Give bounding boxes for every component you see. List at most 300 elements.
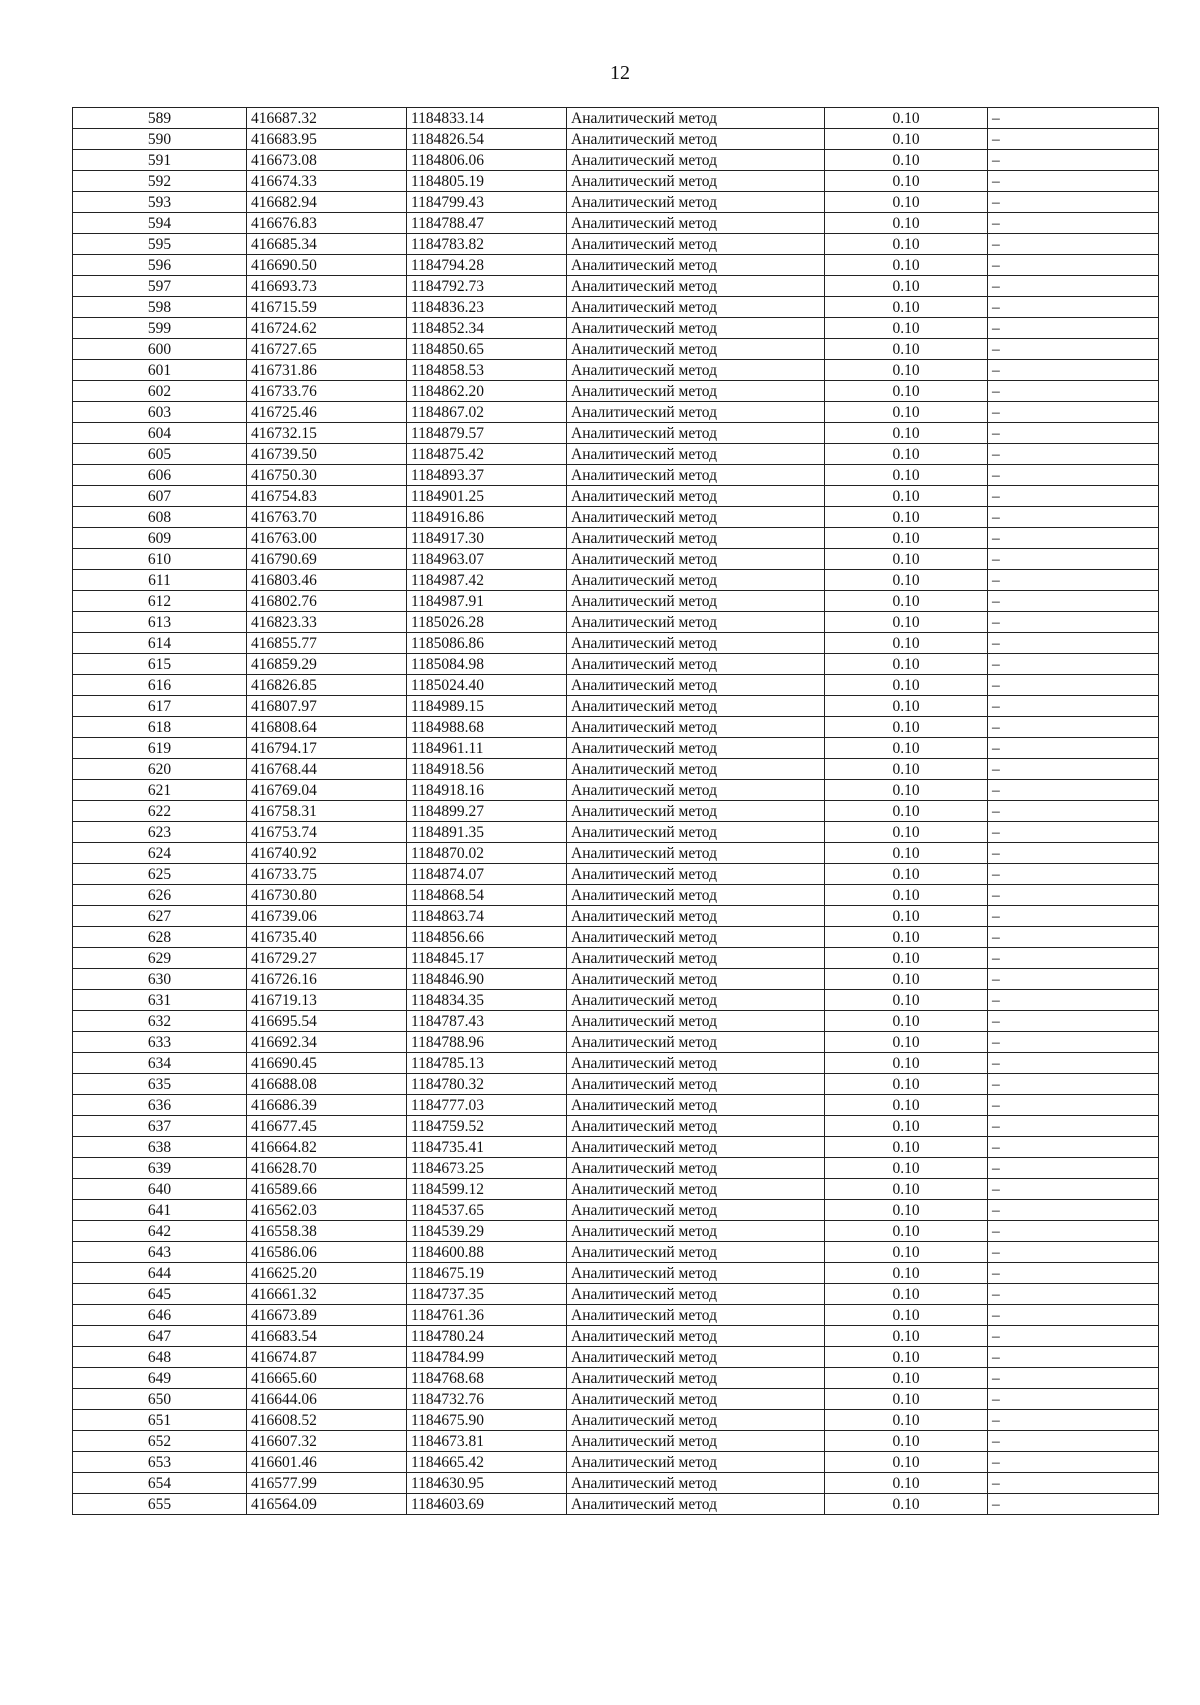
accuracy-cell: 0.10 bbox=[825, 612, 988, 633]
accuracy-cell: 0.10 bbox=[825, 1221, 988, 1242]
table-row bbox=[73, 318, 1159, 339]
point-number-cell: 614 bbox=[73, 633, 247, 654]
note-cell: – bbox=[988, 927, 1159, 948]
note-cell: – bbox=[988, 1389, 1159, 1410]
x-coordinate-cell: 416794.17 bbox=[247, 738, 407, 759]
method-cell: Аналитический метод bbox=[567, 1389, 825, 1410]
x-coordinate-cell: 416733.76 bbox=[247, 381, 407, 402]
note-cell: – bbox=[988, 1158, 1159, 1179]
point-number-cell: 638 bbox=[73, 1137, 247, 1158]
method-cell: Аналитический метод bbox=[567, 612, 825, 633]
point-number-cell: 620 bbox=[73, 759, 247, 780]
accuracy-cell: 0.10 bbox=[825, 213, 988, 234]
accuracy-cell: 0.10 bbox=[825, 1431, 988, 1452]
accuracy-cell: 0.10 bbox=[825, 402, 988, 423]
method-cell: Аналитический метод bbox=[567, 1074, 825, 1095]
method-cell: Аналитический метод bbox=[567, 1410, 825, 1431]
note-cell: – bbox=[988, 234, 1159, 255]
method-cell: Аналитический метод bbox=[567, 822, 825, 843]
x-coordinate-cell: 416608.52 bbox=[247, 1410, 407, 1431]
x-coordinate-cell: 416695.54 bbox=[247, 1011, 407, 1032]
x-coordinate-cell: 416683.95 bbox=[247, 129, 407, 150]
note-cell: – bbox=[988, 885, 1159, 906]
accuracy-cell: 0.10 bbox=[825, 1053, 988, 1074]
point-number-cell: 591 bbox=[73, 150, 247, 171]
accuracy-cell: 0.10 bbox=[825, 675, 988, 696]
x-coordinate-cell: 416826.85 bbox=[247, 675, 407, 696]
note-cell: – bbox=[988, 465, 1159, 486]
point-number-cell: 648 bbox=[73, 1347, 247, 1368]
x-coordinate-cell: 416687.32 bbox=[247, 108, 407, 129]
note-cell: – bbox=[988, 171, 1159, 192]
y-coordinate-cell: 1184870.02 bbox=[407, 843, 567, 864]
note-cell: – bbox=[988, 1137, 1159, 1158]
note-cell: – bbox=[988, 108, 1159, 129]
y-coordinate-cell: 1184901.25 bbox=[407, 486, 567, 507]
accuracy-cell: 0.10 bbox=[825, 486, 988, 507]
table-row bbox=[73, 1494, 1159, 1515]
accuracy-cell: 0.10 bbox=[825, 591, 988, 612]
table-row bbox=[73, 486, 1159, 507]
table-row bbox=[73, 612, 1159, 633]
x-coordinate-cell: 416558.38 bbox=[247, 1221, 407, 1242]
y-coordinate-cell: 1185084.98 bbox=[407, 654, 567, 675]
table-row bbox=[73, 339, 1159, 360]
accuracy-cell: 0.10 bbox=[825, 1263, 988, 1284]
accuracy-cell: 0.10 bbox=[825, 1347, 988, 1368]
x-coordinate-cell: 416733.75 bbox=[247, 864, 407, 885]
table-row bbox=[73, 297, 1159, 318]
x-coordinate-cell: 416740.92 bbox=[247, 843, 407, 864]
accuracy-cell: 0.10 bbox=[825, 276, 988, 297]
y-coordinate-cell: 1184863.74 bbox=[407, 906, 567, 927]
point-number-cell: 592 bbox=[73, 171, 247, 192]
x-coordinate-cell: 416690.50 bbox=[247, 255, 407, 276]
method-cell: Аналитический метод bbox=[567, 738, 825, 759]
y-coordinate-cell: 1184675.19 bbox=[407, 1263, 567, 1284]
method-cell: Аналитический метод bbox=[567, 885, 825, 906]
y-coordinate-cell: 1184875.42 bbox=[407, 444, 567, 465]
x-coordinate-cell: 416730.80 bbox=[247, 885, 407, 906]
y-coordinate-cell: 1184665.42 bbox=[407, 1452, 567, 1473]
note-cell: – bbox=[988, 1116, 1159, 1137]
table-row bbox=[73, 1074, 1159, 1095]
y-coordinate-cell: 1184868.54 bbox=[407, 885, 567, 906]
point-number-cell: 595 bbox=[73, 234, 247, 255]
note-cell: – bbox=[988, 1326, 1159, 1347]
accuracy-cell: 0.10 bbox=[825, 360, 988, 381]
table-row bbox=[73, 591, 1159, 612]
point-number-cell: 599 bbox=[73, 318, 247, 339]
x-coordinate-cell: 416729.27 bbox=[247, 948, 407, 969]
point-number-cell: 593 bbox=[73, 192, 247, 213]
note-cell: – bbox=[988, 591, 1159, 612]
note-cell: – bbox=[988, 780, 1159, 801]
note-cell: – bbox=[988, 255, 1159, 276]
x-coordinate-cell: 416753.74 bbox=[247, 822, 407, 843]
y-coordinate-cell: 1184785.13 bbox=[407, 1053, 567, 1074]
method-cell: Аналитический метод bbox=[567, 1221, 825, 1242]
method-cell: Аналитический метод bbox=[567, 1179, 825, 1200]
accuracy-cell: 0.10 bbox=[825, 507, 988, 528]
accuracy-cell: 0.10 bbox=[825, 192, 988, 213]
method-cell: Аналитический метод bbox=[567, 486, 825, 507]
y-coordinate-cell: 1184777.03 bbox=[407, 1095, 567, 1116]
accuracy-cell: 0.10 bbox=[825, 150, 988, 171]
x-coordinate-cell: 416802.76 bbox=[247, 591, 407, 612]
accuracy-cell: 0.10 bbox=[825, 1032, 988, 1053]
y-coordinate-cell: 1184780.24 bbox=[407, 1326, 567, 1347]
method-cell: Аналитический метод bbox=[567, 1431, 825, 1452]
method-cell: Аналитический метод bbox=[567, 1158, 825, 1179]
table-row bbox=[73, 108, 1159, 129]
table-row bbox=[73, 129, 1159, 150]
table-row bbox=[73, 864, 1159, 885]
table-row bbox=[73, 255, 1159, 276]
note-cell: – bbox=[988, 738, 1159, 759]
point-number-cell: 655 bbox=[73, 1494, 247, 1515]
method-cell: Аналитический метод bbox=[567, 801, 825, 822]
y-coordinate-cell: 1184834.35 bbox=[407, 990, 567, 1011]
point-number-cell: 606 bbox=[73, 465, 247, 486]
accuracy-cell: 0.10 bbox=[825, 738, 988, 759]
note-cell: – bbox=[988, 1410, 1159, 1431]
note-cell: – bbox=[988, 1368, 1159, 1389]
point-number-cell: 610 bbox=[73, 549, 247, 570]
x-coordinate-cell: 416763.70 bbox=[247, 507, 407, 528]
accuracy-cell: 0.10 bbox=[825, 1368, 988, 1389]
accuracy-cell: 0.10 bbox=[825, 171, 988, 192]
method-cell: Аналитический метод bbox=[567, 990, 825, 1011]
y-coordinate-cell: 1184856.66 bbox=[407, 927, 567, 948]
x-coordinate-cell: 416727.65 bbox=[247, 339, 407, 360]
y-coordinate-cell: 1184874.07 bbox=[407, 864, 567, 885]
x-coordinate-cell: 416769.04 bbox=[247, 780, 407, 801]
x-coordinate-cell: 416674.87 bbox=[247, 1347, 407, 1368]
x-coordinate-cell: 416807.97 bbox=[247, 696, 407, 717]
point-number-cell: 654 bbox=[73, 1473, 247, 1494]
y-coordinate-cell: 1184833.14 bbox=[407, 108, 567, 129]
table-row bbox=[73, 654, 1159, 675]
y-coordinate-cell: 1184862.20 bbox=[407, 381, 567, 402]
x-coordinate-cell: 416739.06 bbox=[247, 906, 407, 927]
point-number-cell: 589 bbox=[73, 108, 247, 129]
x-coordinate-cell: 416725.46 bbox=[247, 402, 407, 423]
point-number-cell: 624 bbox=[73, 843, 247, 864]
accuracy-cell: 0.10 bbox=[825, 549, 988, 570]
table-row bbox=[73, 234, 1159, 255]
x-coordinate-cell: 416589.66 bbox=[247, 1179, 407, 1200]
method-cell: Аналитический метод bbox=[567, 1368, 825, 1389]
point-number-cell: 639 bbox=[73, 1158, 247, 1179]
point-number-cell: 630 bbox=[73, 969, 247, 990]
y-coordinate-cell: 1184759.52 bbox=[407, 1116, 567, 1137]
method-cell: Аналитический метод bbox=[567, 1095, 825, 1116]
accuracy-cell: 0.10 bbox=[825, 822, 988, 843]
y-coordinate-cell: 1184850.65 bbox=[407, 339, 567, 360]
table-row bbox=[73, 1053, 1159, 1074]
point-number-cell: 596 bbox=[73, 255, 247, 276]
method-cell: Аналитический метод bbox=[567, 696, 825, 717]
note-cell: – bbox=[988, 1053, 1159, 1074]
accuracy-cell: 0.10 bbox=[825, 990, 988, 1011]
point-number-cell: 651 bbox=[73, 1410, 247, 1431]
y-coordinate-cell: 1184761.36 bbox=[407, 1305, 567, 1326]
method-cell: Аналитический метод bbox=[567, 570, 825, 591]
table-row bbox=[73, 633, 1159, 654]
method-cell: Аналитический метод bbox=[567, 423, 825, 444]
method-cell: Аналитический метод bbox=[567, 1305, 825, 1326]
y-coordinate-cell: 1184784.99 bbox=[407, 1347, 567, 1368]
note-cell: – bbox=[988, 1011, 1159, 1032]
table-row bbox=[73, 444, 1159, 465]
point-number-cell: 645 bbox=[73, 1284, 247, 1305]
table-row bbox=[73, 171, 1159, 192]
x-coordinate-cell: 416693.73 bbox=[247, 276, 407, 297]
accuracy-cell: 0.10 bbox=[825, 696, 988, 717]
x-coordinate-cell: 416673.89 bbox=[247, 1305, 407, 1326]
note-cell: – bbox=[988, 1452, 1159, 1473]
y-coordinate-cell: 1184879.57 bbox=[407, 423, 567, 444]
point-number-cell: 617 bbox=[73, 696, 247, 717]
point-number-cell: 608 bbox=[73, 507, 247, 528]
y-coordinate-cell: 1184891.35 bbox=[407, 822, 567, 843]
point-number-cell: 605 bbox=[73, 444, 247, 465]
y-coordinate-cell: 1184783.82 bbox=[407, 234, 567, 255]
method-cell: Аналитический метод bbox=[567, 759, 825, 780]
point-number-cell: 631 bbox=[73, 990, 247, 1011]
note-cell: – bbox=[988, 822, 1159, 843]
x-coordinate-cell: 416859.29 bbox=[247, 654, 407, 675]
method-cell: Аналитический метод bbox=[567, 1326, 825, 1347]
note-cell: – bbox=[988, 696, 1159, 717]
table-row bbox=[73, 885, 1159, 906]
point-number-cell: 612 bbox=[73, 591, 247, 612]
y-coordinate-cell: 1184787.43 bbox=[407, 1011, 567, 1032]
table-row bbox=[73, 528, 1159, 549]
accuracy-cell: 0.10 bbox=[825, 1326, 988, 1347]
x-coordinate-cell: 416750.30 bbox=[247, 465, 407, 486]
table-row bbox=[73, 1473, 1159, 1494]
table-row bbox=[73, 1221, 1159, 1242]
accuracy-cell: 0.10 bbox=[825, 423, 988, 444]
point-number-cell: 609 bbox=[73, 528, 247, 549]
point-number-cell: 642 bbox=[73, 1221, 247, 1242]
table-row bbox=[73, 1263, 1159, 1284]
table-row bbox=[73, 1389, 1159, 1410]
x-coordinate-cell: 416564.09 bbox=[247, 1494, 407, 1515]
accuracy-cell: 0.10 bbox=[825, 297, 988, 318]
note-cell: – bbox=[988, 276, 1159, 297]
x-coordinate-cell: 416685.34 bbox=[247, 234, 407, 255]
note-cell: – bbox=[988, 801, 1159, 822]
accuracy-cell: 0.10 bbox=[825, 906, 988, 927]
y-coordinate-cell: 1184788.47 bbox=[407, 213, 567, 234]
point-number-cell: 618 bbox=[73, 717, 247, 738]
x-coordinate-cell: 416688.08 bbox=[247, 1074, 407, 1095]
point-number-cell: 627 bbox=[73, 906, 247, 927]
note-cell: – bbox=[988, 1347, 1159, 1368]
page-number: 12 bbox=[610, 62, 630, 84]
point-number-cell: 644 bbox=[73, 1263, 247, 1284]
y-coordinate-cell: 1184603.69 bbox=[407, 1494, 567, 1515]
x-coordinate-cell: 416735.40 bbox=[247, 927, 407, 948]
note-cell: – bbox=[988, 1200, 1159, 1221]
point-number-cell: 650 bbox=[73, 1389, 247, 1410]
accuracy-cell: 0.10 bbox=[825, 780, 988, 801]
table-row bbox=[73, 1095, 1159, 1116]
table-row bbox=[73, 1305, 1159, 1326]
point-number-cell: 611 bbox=[73, 570, 247, 591]
table-row bbox=[73, 969, 1159, 990]
y-coordinate-cell: 1184846.90 bbox=[407, 969, 567, 990]
point-number-cell: 625 bbox=[73, 864, 247, 885]
accuracy-cell: 0.10 bbox=[825, 1179, 988, 1200]
y-coordinate-cell: 1184630.95 bbox=[407, 1473, 567, 1494]
table-row bbox=[73, 1347, 1159, 1368]
table-row bbox=[73, 906, 1159, 927]
method-cell: Аналитический метод bbox=[567, 549, 825, 570]
x-coordinate-cell: 416676.83 bbox=[247, 213, 407, 234]
note-cell: – bbox=[988, 549, 1159, 570]
accuracy-cell: 0.10 bbox=[825, 339, 988, 360]
table-row bbox=[73, 1011, 1159, 1032]
method-cell: Аналитический метод bbox=[567, 1116, 825, 1137]
accuracy-cell: 0.10 bbox=[825, 1494, 988, 1515]
x-coordinate-cell: 416577.99 bbox=[247, 1473, 407, 1494]
method-cell: Аналитический метод bbox=[567, 717, 825, 738]
point-number-cell: 649 bbox=[73, 1368, 247, 1389]
point-number-cell: 635 bbox=[73, 1074, 247, 1095]
point-number-cell: 647 bbox=[73, 1326, 247, 1347]
table-row bbox=[73, 1200, 1159, 1221]
note-cell: – bbox=[988, 969, 1159, 990]
accuracy-cell: 0.10 bbox=[825, 465, 988, 486]
x-coordinate-cell: 416808.64 bbox=[247, 717, 407, 738]
y-coordinate-cell: 1184826.54 bbox=[407, 129, 567, 150]
note-cell: – bbox=[988, 654, 1159, 675]
accuracy-cell: 0.10 bbox=[825, 843, 988, 864]
y-coordinate-cell: 1184673.25 bbox=[407, 1158, 567, 1179]
accuracy-cell: 0.10 bbox=[825, 1011, 988, 1032]
note-cell: – bbox=[988, 381, 1159, 402]
accuracy-cell: 0.10 bbox=[825, 948, 988, 969]
note-cell: – bbox=[988, 1095, 1159, 1116]
method-cell: Аналитический метод bbox=[567, 234, 825, 255]
x-coordinate-cell: 416586.06 bbox=[247, 1242, 407, 1263]
note-cell: – bbox=[988, 423, 1159, 444]
y-coordinate-cell: 1185026.28 bbox=[407, 612, 567, 633]
y-coordinate-cell: 1184806.06 bbox=[407, 150, 567, 171]
accuracy-cell: 0.10 bbox=[825, 801, 988, 822]
table-row bbox=[73, 1179, 1159, 1200]
table-row bbox=[73, 675, 1159, 696]
y-coordinate-cell: 1184788.96 bbox=[407, 1032, 567, 1053]
note-cell: – bbox=[988, 444, 1159, 465]
point-number-cell: 643 bbox=[73, 1242, 247, 1263]
note-cell: – bbox=[988, 339, 1159, 360]
table-row bbox=[73, 1242, 1159, 1263]
x-coordinate-cell: 416754.83 bbox=[247, 486, 407, 507]
y-coordinate-cell: 1184735.41 bbox=[407, 1137, 567, 1158]
note-cell: – bbox=[988, 507, 1159, 528]
method-cell: Аналитический метод bbox=[567, 1011, 825, 1032]
point-number-cell: 613 bbox=[73, 612, 247, 633]
x-coordinate-cell: 416665.60 bbox=[247, 1368, 407, 1389]
y-coordinate-cell: 1184836.23 bbox=[407, 297, 567, 318]
method-cell: Аналитический метод bbox=[567, 129, 825, 150]
note-cell: – bbox=[988, 843, 1159, 864]
table-row bbox=[73, 1116, 1159, 1137]
point-number-cell: 615 bbox=[73, 654, 247, 675]
method-cell: Аналитический метод bbox=[567, 1494, 825, 1515]
accuracy-cell: 0.10 bbox=[825, 108, 988, 129]
note-cell: – bbox=[988, 1179, 1159, 1200]
x-coordinate-cell: 416690.45 bbox=[247, 1053, 407, 1074]
y-coordinate-cell: 1184600.88 bbox=[407, 1242, 567, 1263]
note-cell: – bbox=[988, 1221, 1159, 1242]
point-number-cell: 646 bbox=[73, 1305, 247, 1326]
accuracy-cell: 0.10 bbox=[825, 1305, 988, 1326]
accuracy-cell: 0.10 bbox=[825, 129, 988, 150]
method-cell: Аналитический метод bbox=[567, 465, 825, 486]
method-cell: Аналитический метод bbox=[567, 1473, 825, 1494]
y-coordinate-cell: 1184899.27 bbox=[407, 801, 567, 822]
point-number-cell: 607 bbox=[73, 486, 247, 507]
y-coordinate-cell: 1184918.56 bbox=[407, 759, 567, 780]
x-coordinate-cell: 416763.00 bbox=[247, 528, 407, 549]
point-number-cell: 640 bbox=[73, 1179, 247, 1200]
x-coordinate-cell: 416686.39 bbox=[247, 1095, 407, 1116]
x-coordinate-cell: 416664.82 bbox=[247, 1137, 407, 1158]
accuracy-cell: 0.10 bbox=[825, 654, 988, 675]
accuracy-cell: 0.10 bbox=[825, 885, 988, 906]
y-coordinate-cell: 1184537.65 bbox=[407, 1200, 567, 1221]
point-number-cell: 653 bbox=[73, 1452, 247, 1473]
y-coordinate-cell: 1185086.86 bbox=[407, 633, 567, 654]
point-number-cell: 633 bbox=[73, 1032, 247, 1053]
y-coordinate-cell: 1184989.15 bbox=[407, 696, 567, 717]
method-cell: Аналитический метод bbox=[567, 969, 825, 990]
accuracy-cell: 0.10 bbox=[825, 1200, 988, 1221]
method-cell: Аналитический метод bbox=[567, 1137, 825, 1158]
method-cell: Аналитический метод bbox=[567, 381, 825, 402]
note-cell: – bbox=[988, 150, 1159, 171]
accuracy-cell: 0.10 bbox=[825, 1473, 988, 1494]
table-row bbox=[73, 843, 1159, 864]
x-coordinate-cell: 416719.13 bbox=[247, 990, 407, 1011]
accuracy-cell: 0.10 bbox=[825, 864, 988, 885]
table-row bbox=[73, 1431, 1159, 1452]
table-row bbox=[73, 1284, 1159, 1305]
point-number-cell: 616 bbox=[73, 675, 247, 696]
accuracy-cell: 0.10 bbox=[825, 1095, 988, 1116]
method-cell: Аналитический метод bbox=[567, 192, 825, 213]
x-coordinate-cell: 416715.59 bbox=[247, 297, 407, 318]
point-number-cell: 590 bbox=[73, 129, 247, 150]
method-cell: Аналитический метод bbox=[567, 864, 825, 885]
note-cell: – bbox=[988, 759, 1159, 780]
point-number-cell: 632 bbox=[73, 1011, 247, 1032]
y-coordinate-cell: 1184599.12 bbox=[407, 1179, 567, 1200]
point-number-cell: 641 bbox=[73, 1200, 247, 1221]
coordinates-table bbox=[72, 107, 1159, 1515]
x-coordinate-cell: 416768.44 bbox=[247, 759, 407, 780]
point-number-cell: 628 bbox=[73, 927, 247, 948]
x-coordinate-cell: 416683.54 bbox=[247, 1326, 407, 1347]
point-number-cell: 634 bbox=[73, 1053, 247, 1074]
accuracy-cell: 0.10 bbox=[825, 633, 988, 654]
